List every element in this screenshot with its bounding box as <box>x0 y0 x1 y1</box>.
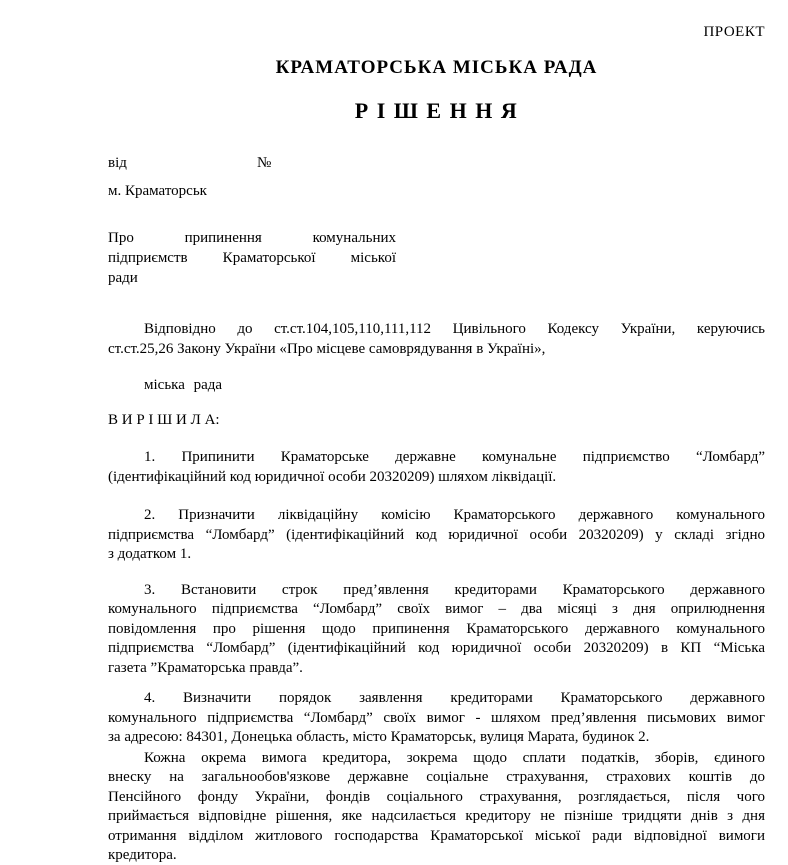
place-line: м. Краматорськ <box>108 183 207 199</box>
organization-name: КРАМАТОРСЬКА МІСЬКА РАДА <box>275 57 598 78</box>
resolution-item-2: 2. Призначити ліквідаційну комісію Краматорського державного комунального підприємства “Ломбард” (ідентифікаційний код юридичної особи 20320209) у складі згідно з додатком 1. <box>108 507 765 562</box>
date-label: від <box>108 155 127 171</box>
document-title: Р І Ш Е Н Н Я <box>354 98 519 123</box>
classification-label: ПРОЕКТ <box>703 24 765 40</box>
resolution-item-1: 1. Припинити Краматорське державне комунальне підприємство “Ломбард” (ідентифікаційний код юридичної особи 20320209) шляхом ліквідації. <box>108 449 765 485</box>
resolution-heading: В И Р І Ш И Л А: <box>108 411 220 428</box>
subject-block: Про припинення комунальних підприємств Краматорської міської ради <box>108 230 396 286</box>
closing-paragraph: Кожна окрема вимога кредитора, зокрема щодо сплати податків, зборів, єдиного внеску на загальнообов'язкове державне соціальне страхування, страхових коштів до Пенсійного фонду України, фондів соціального страхування, розглядається, після чого приймається відповідне рішення, яке надсилається кредитору не пізніше тридцяти днів з дня отримання відділом житлового господарства Краматорської міської ради відповідної вимоги кредитора. <box>108 749 765 863</box>
resolution-item-3: 3. Встановити строк пред’явлення кредиторами Краматорського державного комунального підприємства “Ломбард” своїх вимог – два місяці з дня оприлюднення повідомлення про рішення щодо припинення Краматорського державного комунального підприємства “Ломбард” (ідентифікаційний код юридичної особи 20320209) в КП “Міська газета ”Краматорська правда”. <box>108 581 765 676</box>
number-label: № <box>257 155 272 171</box>
resolution-item-4: 4. Визначити порядок заявлення кредиторами Краматорського державного комунального підприємства “Ломбард” своїх вимог - шляхом пред’явлення письмових вимог за адресою: 84301, Донецька область, місто Краматорськ, вулиця Марата, будинок 2. <box>108 690 765 745</box>
preamble-paragraph: Відповідно до ст.ст.104,105,110,111,112 Цивільного Кодексу України, керуючись ст.ст.25,26 Закону України «Про місцеве самоврядування в Україні», <box>108 321 765 357</box>
council-phrase: міська рада <box>144 377 223 393</box>
date-number-line <box>108 154 765 173</box>
